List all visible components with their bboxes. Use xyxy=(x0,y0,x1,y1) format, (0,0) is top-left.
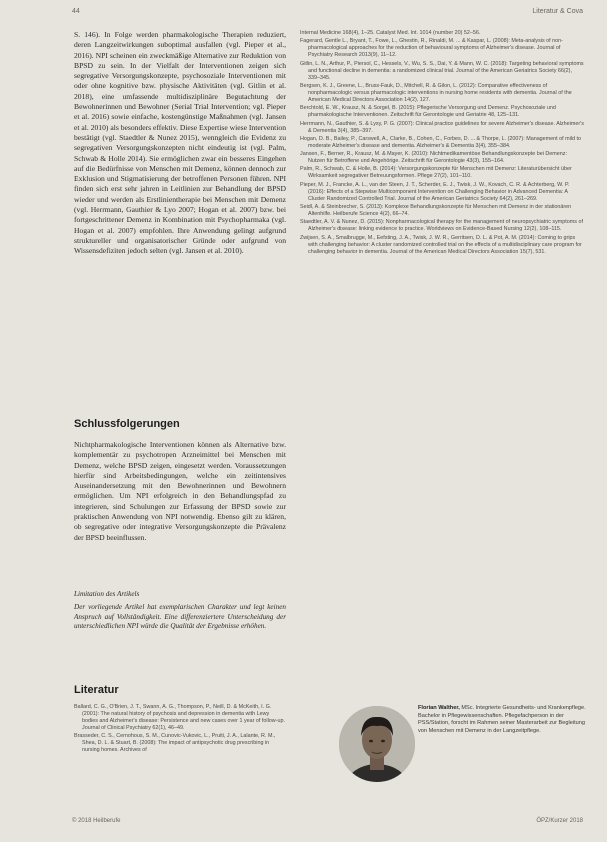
author-name: Florian Walther, xyxy=(418,705,460,711)
reference-entry: Zwijsen, S. A., Smalbrugge, M., Eefsting, J. A., Twisk, J. W. R., Gerritsen, D. L. & Pot, A. M. (2014): Coming to grips with challenging behavior: A cluster randomized controlled trial on the effects of a multidisciplinary care program for challenging behavior in dementia. Journal of the American Medical Directors Association 15(7), 531. xyxy=(300,234,582,255)
reference-entry: Hogan, D. B., Bailey, P., Carswell, A., Clarke, B., Cohen, C., Forbes, D. ... & Thorpe, L. (2007): Management of mild to moderate Alzheimer's disease and dementia. Alzheimer's & Dementia 3(4), 355–384. xyxy=(300,135,582,149)
reference-entry: Seidl, A. & Steinbrecher, S. (2013): Komplexe Behandlungskonzepte für Menschen mit Demenz in der stationären Altenhilfe. Heilberufe Science 4(2), 66–74. xyxy=(300,203,572,217)
reference-entry: Internal Medicine 168(4), 1–25. Catalyst Med. Int. 1014 (number 20) 52–56. xyxy=(300,30,481,36)
page-footer xyxy=(72,818,583,830)
author-bio xyxy=(418,705,588,735)
reference-entry: Gitlin, L. N., Arthur, P., Piersol, C., Hessels, V., Wu, S. S., Dai, Y. & Mann, W. C. (2018): Targeting behavioral symptoms and functional decline in dementia: a randomized clinical trial. Journal of the American Geriatrics Society 66(2), 339–345. xyxy=(300,60,584,81)
heading-literature: Literatur xyxy=(74,684,119,696)
limitations-heading: Limitation des Artikels xyxy=(74,590,140,598)
reference-entry: Pieper, M. J., Francke, A. L., van der Steen, J. T., Scherder, E. J., Twisk, J. W., Kovach, C. R. & Achterberg, W. P. (2016): Effects of a Stepwise Multicomponent Intervention on Challenging Behavior in Advanced Dementia: A Cluster Randomized Controlled Trial. Journal of the American Geriatrics Society 64(2), 261–269. xyxy=(300,181,570,202)
body-paragraph-2: Nichtpharmakologische Interventionen können als Alternative bzw. komplementär zu psychotropen Arzneimittel bei Menschen mit Demenz, welche BPSD zeigen, eingesetzt werden. Voraussetzungen hierfür sind Arbeitsbedingungen, welche ein zeitintensives Auseinandersetzung mit den Bewohnerinnen und Bewohnern ermöglichen. Um NPI erfolgreich in den Behandlungspfad zu integrieren, sind Schulungen zur Erfassung der BPSD sowie zur praktischen Anwendung von NPI notwendig. Ebenso gilt zu klären, ob segregative oder integrative Versorgungskonzepte die Prävalenz der BPSD beeinflussen. xyxy=(74,440,286,542)
reference-entry: Herrmann, N., Gauthier, S. & Lysy, P. G. (2007): Clinical practice guidelines for severe Alzheimer's disease. Alzheimer's & Dementia 3(4), 385–397. xyxy=(300,120,584,134)
heading-conclusions: Schlussfolgerungen xyxy=(74,418,180,430)
reference-entry: Palm, R., Schwab, C. & Holle, B. (2014): Versorgungskonzepte für Menschen mit Demenz: Literaturübersicht über Wirksamkeit segregativer Betreuungsformen. Pflege 27(2), 101–110. xyxy=(300,166,572,180)
right-reference-list xyxy=(300,30,584,690)
author-photo xyxy=(338,700,416,796)
reference-entry: Jansen, F., Berner, R., Krausz, M. & Mayer, K. (2010): Nichtmedikamentöse Behandlungskonzepte bei Demenz: Nutzen für Betroffene und Angehörige. Zeitschrift für Gerontologie 43(3), 155–164. xyxy=(300,151,567,165)
left-reference-list xyxy=(74,704,286,800)
body-paragraph-1: S. 146). In Folge werden pharmakologische Therapien reduziert, deren Langzeitwirkungen suboptimal ausfallen (vgl. Pieper et al., 2016). NPI scheinen ein zweckmäßige Alternative zur Reduktion von BPSD zu sein. In der Vielfalt der Interventionen zeigen sich segregative Versorgungskonzepte, psychosoziale Interventionen mit oder ohne kognitive bzw. physische Aktivitäten (vgl. Gitlin et al. 2018), eine umfassende multidisziplinäre Begutachtung der Bewohnerinnen und Bewohner (Serial Trial Intervention; vgl. Pieper et al. 2016) sowie einfache, kostengünstige Maßnahmen (vgl. Jansen et al. 2010) als besonders effektiv. Diese Expertise wiese Intervention bestätigt (vgl. Staedtler & Nunez 2015), wenngleich die Evidenz zu segregativen Versorgungskonzepten nicht eindeutig ist (vgl. Palm, Schwab & Holle 2014). Sie ermöglichen zwar ein besseres Eingehen auf die Bedürfnisse von Menschen mit Demenz, können dennoch zur Exklusion und Stigmatisierung der betroffenen Personen führen. NPI finden sich erst sehr jahren in Leitlinien zur Behandlung der BPSD wieder und werden als Erstlinientherapie bei Menschen mit Demenz (vgl. Herrmann, Gauthier & Lyo 2007; Hogan et al. 2007) bzw. bei fortgeschrittener Demenz in Kombination mit Psychopharmaka (vgl. Hogan et al. 2007) empfohlen. Ihre Anwendung gelingt aufgrund struktureller und organisatorischer Gründe oder aufgrund von Wissensdefiziten jedoch selten (vgl. Jansen et al. 2010). xyxy=(74,30,286,256)
reference-entry: Brasseder, C. S., Cernohous, S. M., Cunovic-Vukovic, L., Pruiti, J. A., Lalante, R. M., Shea, D. L. & Stuart, B. (2008): The impact of antipsychotic drug prescribing in nursing homes. Archives of xyxy=(74,733,276,754)
limitations-text: Der vorliegende Artikel hat exemplarischen Charakter und legt keinen Anspruch auf Vollständigkeit. Eine differenziertere Unterscheidung der unterschiedlichen NPI würde die Qualität der Ergebnisse erhöhen. xyxy=(74,603,286,631)
section-title: Literatur & Cova xyxy=(532,8,583,15)
footer-right: ÖPZ/Kurzer 2018 xyxy=(536,818,583,824)
reference-entry: Bergsen, K. J., Greene, L., Bruss-Fauk, D., Mitchell, R. & Gilon, L. (2012): Comparative effectiveness of nonpharmacologic versus pharmacologic interventions in nursing home residents with dementia. Journal of the American Medical Directors Association 14(2), 127. xyxy=(300,82,572,103)
reference-entry: Fagerard, Gentle L., Bryant, T., Fowe, L., Ghestin, R., Rinaldi, M. ... & Kaspar, L. (2008): Meta-analysis of non-pharmacological approaches for the reduction of behavioural symptoms of Alzheimer's disease. Journal of Psychiatry Research 2013(9), 11–12. xyxy=(300,38,563,59)
reference-entry: Staedtler, A. V. & Nunez, D. (2015): Nonpharmacological therapy for the management of neuropsychiatric symptoms of Alzheimer's disease: linking evidence to practice. Worldviews on Evidence-Based Nursing 12(2), 108–115. xyxy=(300,219,583,233)
page-header xyxy=(72,8,583,20)
page-number: 44 xyxy=(72,8,80,15)
conclusions-body xyxy=(74,440,286,543)
reference-entry: Ballard, C. G., O'Brien, J. T., Swann, A. G., Thompson, P., Neill, D. & McKeith, I. G. (2001): The natural history of psychosis and depression in dementia with Lewy bodies and Alzheimer's disease: Persistence and new cases over 1 year of follow-up. Journal of Clinical Psychiatry 62(1), 46–49. xyxy=(74,704,285,732)
author-description: MSc. Integrierte Gesundheits- und Krankenpflege. Bachelor in Pflegewissenschaften. Pflegefachperson in der PSS/Station, forscht im Rahmen seiner Masterarbeit zur Begleitung von Menschen mit Demenz in der Langzeitpflege. xyxy=(418,705,586,734)
reference-entry: Berchtold, E. W., Krausz, N. & Sorgel, B. (2015): Pflegerische Versorgung und Demenz. Psychosoziale und pharmakologische Interventionen. Zeitschrift für Gerontologie und Geriatrie 48, 125–131. xyxy=(300,105,556,119)
footer-left: © 2018 Heilberufe xyxy=(72,818,121,824)
